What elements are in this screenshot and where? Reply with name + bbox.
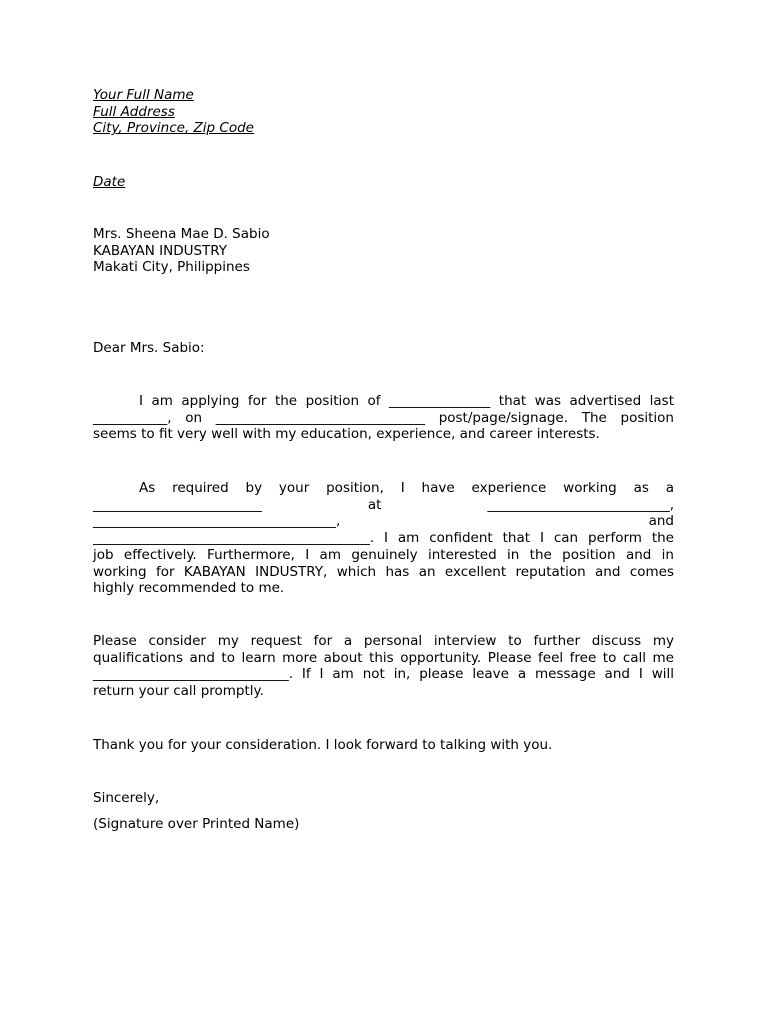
recipient-block	[93, 226, 674, 276]
paragraph-2-line-5: job effectively. Furthermore, I am genuinely interested in the position and in	[93, 546, 674, 563]
salutation-block	[93, 340, 674, 357]
sender-address: Full Address	[93, 103, 175, 120]
sender-block	[93, 87, 674, 137]
signature-line: (Signature over Printed Name)	[93, 816, 300, 832]
paragraph-2-line-2: _________________________ at ___________________________,	[93, 496, 674, 513]
paragraph-2-line-1: As required by your position, I have experience working as a	[139, 480, 674, 496]
paragraph-1-line-1: I am applying for the position of _______________ that was advertised last	[139, 393, 674, 409]
paragraph-3-line-3: _____________________________. If I am not in, please leave a message and I will	[93, 666, 674, 683]
paragraph-3-line-4: return your call promptly.	[93, 683, 264, 700]
paragraph-3-line-1: Please consider my request for a personal interview to further discuss my	[93, 633, 674, 649]
salutation: Dear Mrs. Sabio:	[93, 340, 205, 356]
paragraph-1-line-3: seems to fit very well with my education, experience, and career interests.	[93, 426, 600, 443]
closing-thanks: Thank you for your consideration. I look forward to talking with you.	[93, 737, 553, 753]
letter-date: Date	[93, 174, 126, 190]
recipient-name: Mrs. Sheena Mae D. Sabio	[93, 226, 270, 242]
paragraph-2-line-4: _________________________________________. I am confident that I can perform the	[93, 530, 674, 547]
sender-name: Your Full Name	[93, 87, 194, 103]
recipient-location: Makati City, Philippines	[93, 259, 250, 276]
closing-block	[93, 790, 674, 807]
paragraph-1	[93, 393, 674, 443]
paragraph-4	[93, 737, 674, 754]
paragraph-2-line-7: highly recommended to me.	[93, 580, 285, 597]
recipient-company: KABAYAN INDUSTRY	[93, 242, 228, 259]
paragraph-2	[93, 480, 674, 597]
date-block	[93, 174, 674, 191]
paragraph-2-line-6: working for KABAYAN INDUSTRY, which has an excellent reputation and comes	[93, 563, 674, 580]
paragraph-3-line-2: qualifications and to learn more about this opportunity. Please feel free to call me	[93, 649, 674, 666]
paragraph-3	[93, 633, 674, 700]
paragraph-2-line-3: ____________________________________, and	[93, 513, 674, 530]
closing: Sincerely,	[93, 790, 160, 806]
sender-city: City, Province, Zip Code	[93, 120, 254, 137]
signature-block	[93, 816, 674, 833]
paragraph-1-line-2: ___________, on _______________________________ post/page/signage. The position	[93, 409, 674, 426]
